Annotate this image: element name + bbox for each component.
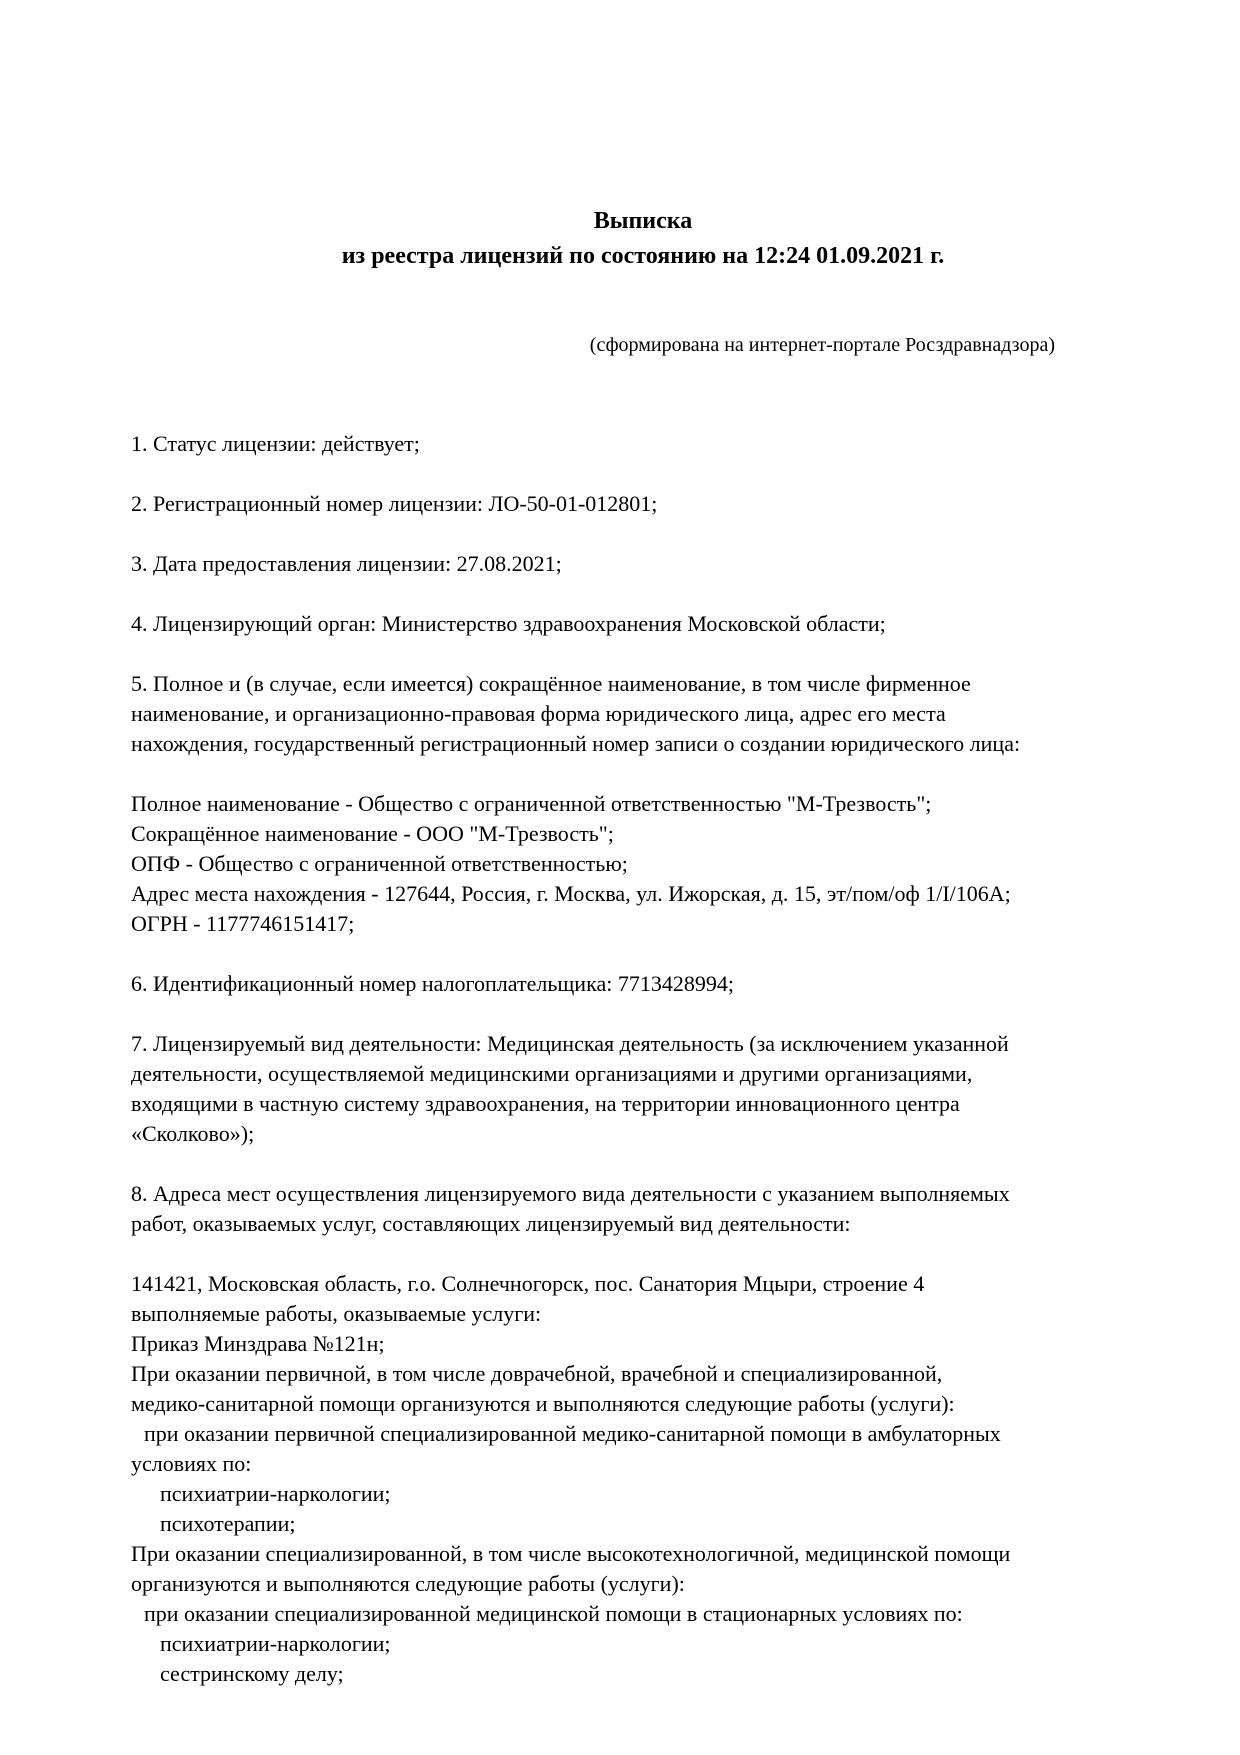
address-works-block — [131, 1269, 1155, 1689]
service-psychiatry-narcology: психиатрии-наркологии; — [160, 1481, 391, 1506]
org-short-name: Сокращённое наименование - ООО "М-Трезвость"; — [131, 821, 614, 846]
service-nursing: сестринскому делу; — [160, 1661, 344, 1686]
item-5-naming-heading — [131, 669, 1155, 759]
item-8-line: работ, оказываемых услуг, составляющих лицензируемый вид деятельности: — [131, 1211, 851, 1236]
specialized-care-intro: При оказании специализированной, в том числе высокотехнологичной, медицинской помощи — [131, 1541, 1011, 1566]
org-ogrn: ОГРН - 1177746151417; — [131, 911, 355, 936]
work-address: 141421, Московская область, г.о. Солнечногорск, пос. Санатория Мцыри, строение 4 — [131, 1271, 925, 1296]
primary-outpatient-condition: при оказании первичной специализированной медико-санитарной помощи в амбулаторных — [144, 1421, 1001, 1446]
item-4-licensing-authority: 4. Лицензирующий орган: Министерство здравоохранения Московской области; — [131, 611, 886, 636]
item-2-registration-number: 2. Регистрационный номер лицензии: ЛО-50-01-012801; — [131, 491, 658, 516]
item-7-line: входящими в частную систему здравоохранения, на территории инновационного центра — [131, 1091, 960, 1116]
specialized-care-intro: организуются и выполняются следующие работы (услуги): — [131, 1571, 685, 1596]
primary-outpatient-condition: условиях по: — [131, 1451, 252, 1476]
item-7-line: «Сколково»); — [131, 1121, 255, 1146]
org-legal-form: ОПФ - Общество с ограниченной ответственностью; — [131, 851, 628, 876]
org-full-name: Полное наименование - Общество с ограниченной ответственностью "М-Трезвость"; — [131, 791, 932, 816]
item-8-addresses-heading — [131, 1179, 1155, 1239]
document-title — [131, 204, 1155, 274]
title-line-1: Выписка — [593, 208, 693, 234]
item-5-line: 5. Полное и (в случае, если имеется) сокращённое наименование, в том числе фирменное — [131, 671, 971, 696]
minzdrav-order: Приказ Минздрава №121н; — [131, 1331, 385, 1356]
item-3-grant-date: 3. Дата предоставления лицензии: 27.08.2021; — [131, 551, 562, 576]
item-7-line: деятельности, осуществляемой медицинскими организациями и другими организациями, — [131, 1061, 973, 1086]
primary-care-intro: При оказании первичной, в том числе доврачебной, врачебной и специализированной, — [131, 1361, 943, 1386]
service-psychotherapy: психотерапии; — [160, 1511, 296, 1536]
specialized-inpatient-condition: при оказании специализированной медицинской помощи в стационарных условиях по: — [144, 1601, 963, 1626]
item-5-line: наименование, и организационно-правовая форма юридического лица, адрес его места — [131, 701, 946, 726]
document-body — [131, 429, 1155, 1689]
item-8-line: 8. Адреса мест осуществления лицензируемого вида деятельности с указанием выполняемых — [131, 1181, 1010, 1206]
item-6-taxpayer-number: 6. Идентификационный номер налогоплательщика: 7713428994; — [131, 971, 734, 996]
works-services-label: выполняемые работы, оказываемые услуги: — [131, 1301, 542, 1326]
item-7-activity-type — [131, 1029, 1155, 1149]
item-5-line: нахождения, государственный регистрационный номер записи о создании юридического лица: — [131, 731, 1021, 756]
item-1-license-status: 1. Статус лицензии: действует; — [131, 431, 420, 456]
primary-care-intro: медико-санитарной помощи организуются и выполняются следующие работы (услуги): — [131, 1391, 955, 1416]
title-line-2: из реестра лицензий по состоянию на 12:24 01.09.2021 г. — [341, 243, 945, 269]
org-address: Адрес места нахождения - 127644, Россия, г. Москва, ул. Ижорская, д. 15, эт/пом/оф 1/I/106А; — [131, 881, 1011, 906]
document-subtitle: (сформирована на интернет-портале Росздравнадзора) — [589, 334, 1055, 356]
item-7-line: 7. Лицензируемый вид деятельности: Медицинская деятельность (за исключением указанной — [131, 1031, 1009, 1056]
org-details-block — [131, 789, 1155, 939]
service-psychiatry-narcology-inpatient: психиатрии-наркологии; — [160, 1631, 391, 1656]
